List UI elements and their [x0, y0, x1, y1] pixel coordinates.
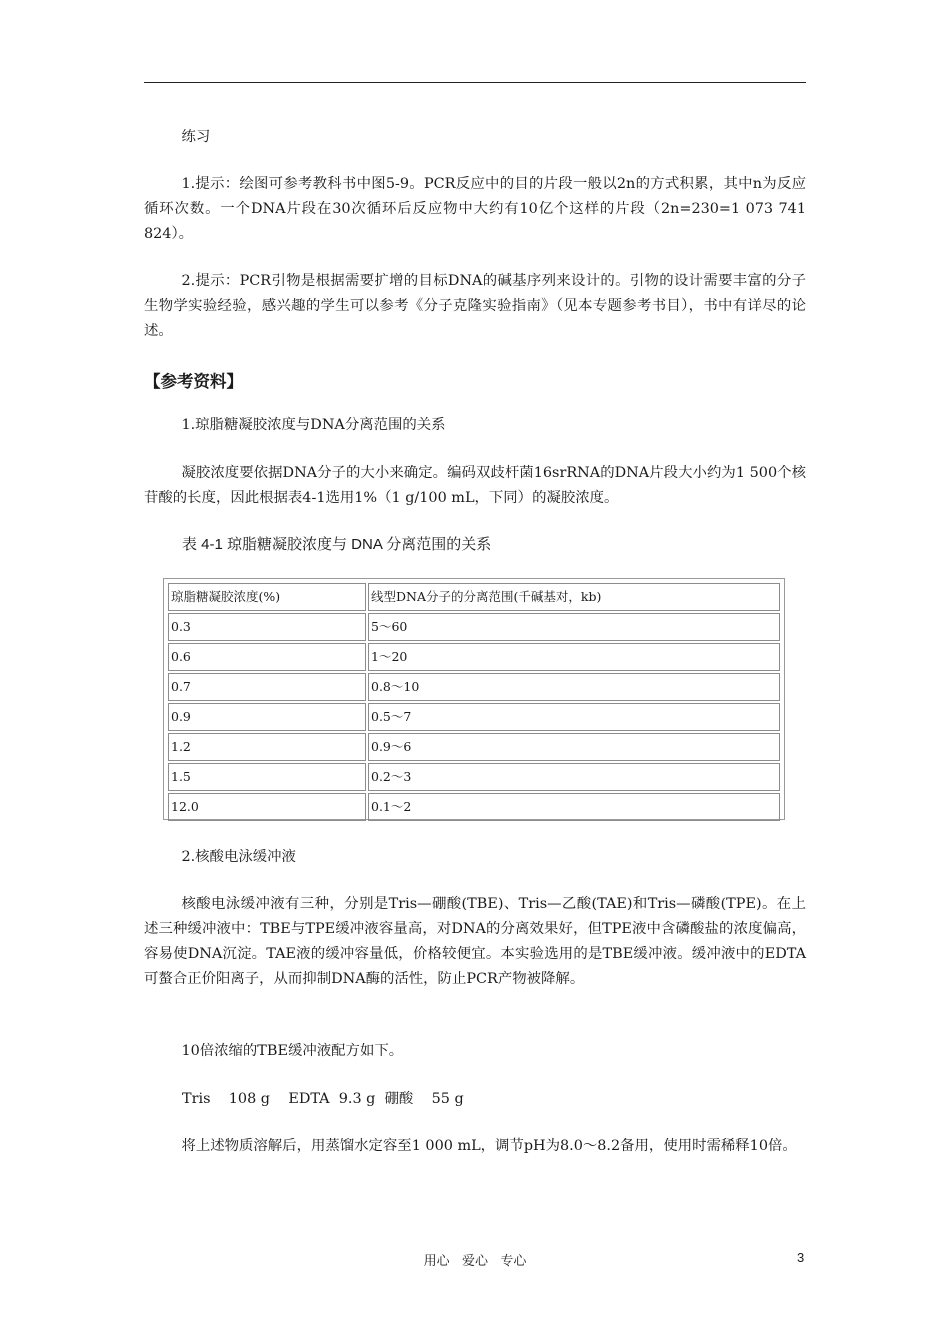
table-header-cell: 琼脂糖凝胶浓度(%): [168, 583, 366, 611]
table-header-row: [168, 583, 780, 611]
section-1-title: 1.琼脂糖凝胶浓度与DNA分离范围的关系: [181, 417, 446, 433]
agarose-table: [163, 578, 785, 820]
table-row: [168, 673, 780, 701]
table-cell: 0.2～3: [368, 763, 780, 791]
table-header-cell: 线型DNA分子的分离范围(千碱基对，kb): [368, 583, 780, 611]
exercise-title: 练习: [181, 129, 211, 145]
footer-motto: 用心 爱心 专心: [423, 1254, 527, 1269]
table-row: [168, 613, 780, 641]
table-cell: 0.3: [168, 613, 366, 641]
table-cell: 0.9: [168, 703, 366, 731]
table-cell: 0.1～2: [368, 793, 780, 821]
table-caption: 表 4-1 琼脂糖凝胶浓度与 DNA 分离范围的关系: [182, 536, 492, 553]
table-cell: 1.2: [168, 733, 366, 761]
recipe-intro: 10倍浓缩的TBE缓冲液配方如下。: [181, 1043, 404, 1059]
table-cell: 0.7: [168, 673, 366, 701]
agarose-table-grid: [166, 581, 782, 823]
table-row: [168, 733, 780, 761]
exercise-paragraph-1: 1.提示：绘图可参考教科书中图5-9。PCR反应中的目的片段一般以2n的方式积累，其中n为反应循环次数。一个DNA片段在30次循环后反应物中大约有10亿个这样的片段（2n=230=1 073 741 824）。: [144, 176, 806, 242]
recipe-formula: Tris 108 g EDTA 9.3 g 硼酸 55 g: [182, 1091, 464, 1107]
table-row: [168, 703, 780, 731]
table-row: [168, 763, 780, 791]
table-cell: 1.5: [168, 763, 366, 791]
header-rule: [144, 82, 806, 83]
exercise-paragraph-2: 2.提示：PCR引物是根据需要扩增的目标DNA的碱基序列来设计的。引物的设计需要丰富的分子生物学实验经验，感兴趣的学生可以参考《分子克隆实验指南》（见本专题参考书目），书中有详尽的论述。: [144, 273, 806, 339]
table-cell: 0.5～7: [368, 703, 780, 731]
table-row: [168, 793, 780, 821]
table-cell: 0.8～10: [368, 673, 780, 701]
table-cell: 5～60: [368, 613, 780, 641]
table-cell: 0.9～6: [368, 733, 780, 761]
section-2-title: 2.核酸电泳缓冲液: [181, 849, 296, 865]
table-row: [168, 643, 780, 671]
section-1-paragraph: 凝胶浓度要依据DNA分子的大小来确定。编码双歧杆菌16srRNA的DNA片段大小约为1 500个核苷酸的长度，因此根据表4-1选用1%（1 g/100 mL，下同）的凝胶浓度。: [144, 465, 806, 506]
page-number: 3: [797, 1250, 805, 1265]
reference-heading: 【参考资料】: [144, 372, 243, 391]
table-cell: 0.6: [168, 643, 366, 671]
table-cell: 1～20: [368, 643, 780, 671]
recipe-note: 将上述物质溶解后，用蒸馏水定容至1 000 mL，调节pH为8.0～8.2备用，使用时需稀释10倍。: [181, 1138, 797, 1154]
section-2-paragraph: 核酸电泳缓冲液有三种，分别是Tris—硼酸(TBE)、Tris—乙酸(TAE)和Tris—磷酸(TPE)。在上述三种缓冲液中：TBE与TPE缓冲液容量高，对DNA的分离效果好，但TPE液中含磷酸盐的浓度偏高，容易使DNA沉淀。TAE液的缓冲容量低，价格较便宜。本实验选用的是TBE缓冲液。缓冲液中的EDTA可螯合正价阳离子，从而抑制DNA酶的活性，防止PCR产物被降解。: [144, 896, 806, 987]
table-cell: 12.0: [168, 793, 366, 821]
